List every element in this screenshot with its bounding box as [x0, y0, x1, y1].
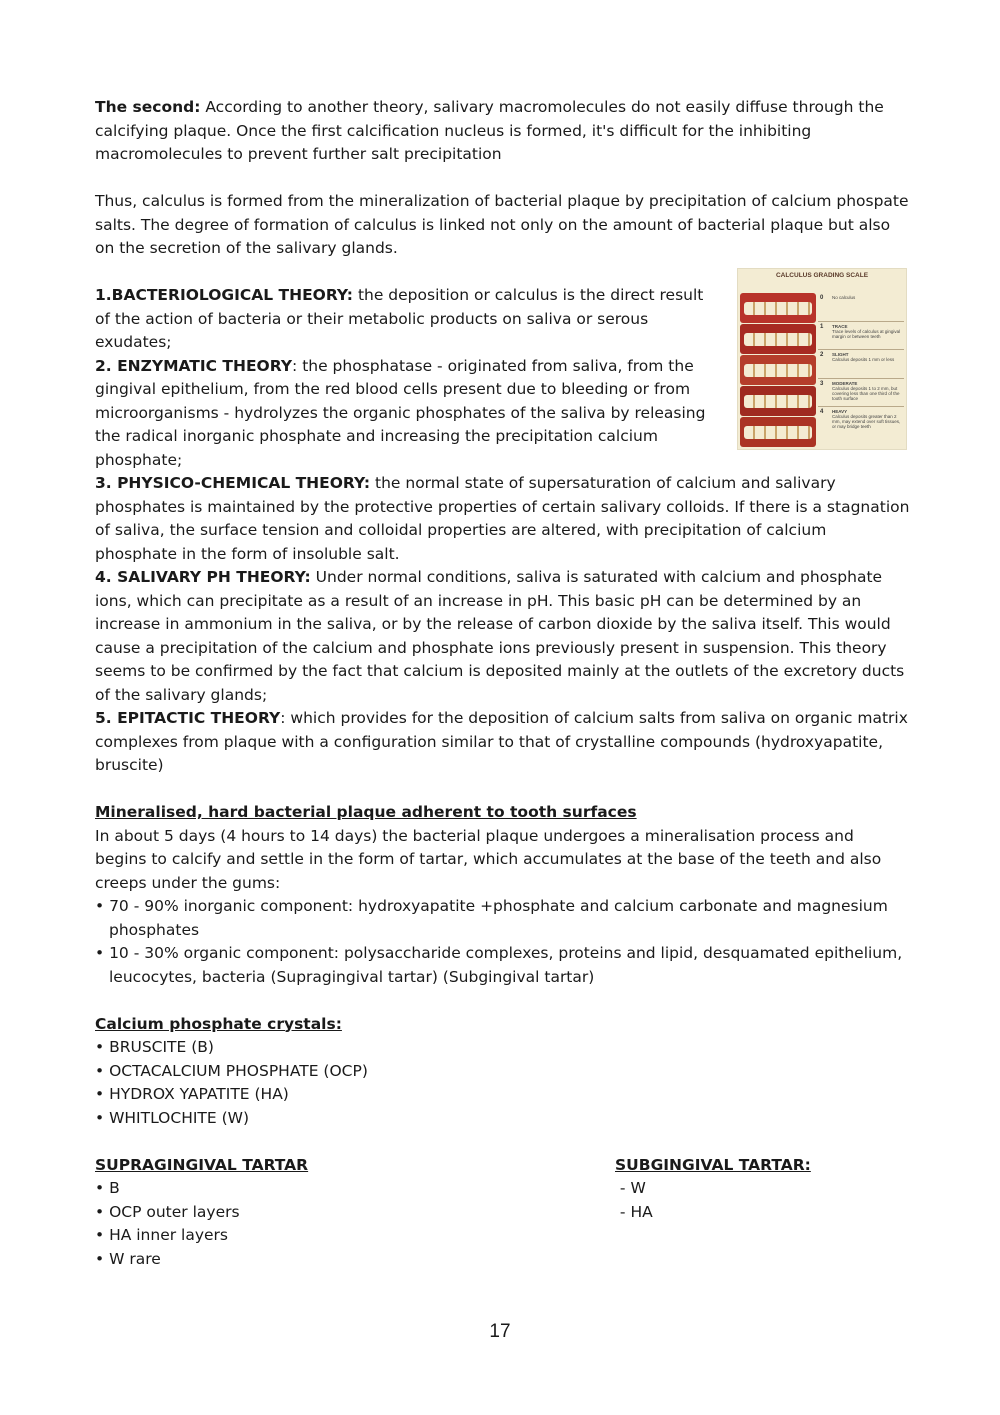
tartar-columns [95, 1154, 910, 1272]
grade-number: 0 [820, 295, 824, 301]
list-item: • BRUSCITE (B) [95, 1038, 214, 1056]
theory-label: 3. PHYSICO-CHEMICAL THEORY: [95, 474, 371, 492]
grade-number: 1 [820, 323, 824, 330]
theory-text: Under normal conditions, saliva is saturated with calcium and phosphate ions, which can precipitate as a result of an increase in pH. This basic pH can be determined by an increase in ammonium in the saliva, or by the release of carbon dioxide by the saliva itself. This would cause a precipitation of the calcium and phosphate ions previously present in suspension. This theory seems to be confirmed by the fact that calcium is deposited mainly at the outlets of the excretory ducts of the salivary glands; [95, 568, 905, 704]
grade-desc: No calculus [832, 295, 856, 300]
theory-label: 4. SALIVARY PH THEORY: [95, 568, 311, 586]
theory-label: 1.BACTERIOLOGICAL THEORY: [95, 286, 354, 304]
mineralised-heading: Mineralised, hard bacterial plaque adherent to tooth surfaces [95, 803, 637, 821]
grade-number: 2 [820, 352, 824, 358]
grade-name: SLIGHT [832, 352, 849, 357]
page-body [95, 96, 910, 1272]
theory-5 [95, 707, 910, 778]
theory-label: 2. ENZYMATIC THEORY [95, 356, 293, 375]
grade-number: 3 [820, 380, 824, 387]
mineralised-text: In about 5 days (4 hours to 14 days) the bacterial plaque undergoes a mineralisation process and begins to calcify and settle in the form of tartar, which accumulates at the base of the teeth and also creeps under the gums: [95, 826, 882, 892]
theory-text: : which provides for the deposition of calcium salts from saliva on organic matrix complexes from plaque with a configuration similar to that of crystalline compounds (hydroxyapatite, bruscite) [95, 709, 908, 774]
intro-paragraph-2: Thus, calculus is formed from the mineralization of bacterial plaque by precipitation of calcium phospate salts. The degree of formation of calculus is linked not only on the amount of bacterial plaque but also on the secretion of the salivary glands. [95, 192, 909, 257]
theory-label: 5. EPITACTIC THEORY [95, 709, 281, 727]
crystals-heading: Calcium phosphate crystals: [95, 1014, 342, 1033]
list-item: • W rare [95, 1249, 161, 1268]
theory-3 [95, 472, 910, 566]
list-item: • OCP outer layers [95, 1202, 240, 1221]
list-item: • HYDROX YAPATITE (HA) [95, 1085, 289, 1103]
page-number: 17 [489, 1321, 511, 1342]
intro-text: According to another theory, salivary macromolecules do not easily diffuse through the calcifying plaque. Once the first calcification nucleus is formed, it's difficult for the inhibiting macromolecules to prevent further salt precipitation [95, 98, 884, 163]
grade-desc: Calculus deposits greater than 2 mm, may extend over soft tissues, or may bridge teeth [832, 414, 901, 429]
theory-text: : the phosphatase - originated from saliva, from the gingival epithelium, from the red blood cells present due to bleeding or from microorganisms - hydrolyzes the organic phosphates of the saliva by releasing the radical inorganic phosphate and increasing the precipitation calcium phosphate; [95, 356, 706, 469]
grade-name: MODERATE [832, 380, 858, 386]
theory-4 [95, 566, 910, 707]
grade-desc: Calculus deposits 1 to 2 mm, but covering less than one third of the tooth surface [832, 385, 900, 401]
theory-1 [95, 284, 715, 355]
grade-number: 4 [820, 409, 824, 415]
list-item: • HA inner layers [95, 1226, 229, 1244]
list-item: • 70 - 90% inorganic component: hydroxyapatite +phosphate and calcium carbonate and magnesium phosphates [95, 897, 888, 939]
list-item: • B [95, 1179, 120, 1197]
grade-name: TRACE [832, 323, 848, 329]
subgingival-column [615, 1154, 811, 1225]
list-item: • WHITLOCHITE (W) [95, 1108, 250, 1127]
theory-text: the deposition or calculus is the direct result of the action of bacteria or their metabolic products on saliva or serous exudates; [95, 286, 704, 351]
supragingival-heading: SUPRAGINGIVAL TARTAR [95, 1155, 309, 1174]
intro-label: The second: [95, 98, 201, 116]
figure-title: CALCULUS GRADING SCALE [775, 272, 869, 279]
grade-name: HEAVY [832, 409, 848, 414]
theory-2 [95, 355, 715, 473]
supragingival-column [95, 1154, 308, 1272]
list-item: • OCTACALCIUM PHOSPHATE (OCP) [95, 1061, 368, 1080]
grade-desc: Trace levels of calculus at gingival margin or between teeth [832, 328, 901, 339]
grade-desc: Calculus deposits 1 mm or less [832, 357, 895, 362]
list-item: - HA [615, 1202, 653, 1221]
list-item: - W [615, 1179, 646, 1197]
theory-text: the normal state of supersaturation of calcium and salivary phosphates is maintained by the protective properties of certain salivary colloids. If there is a stagnation of saliva, the surface tension and colloidal properties are altered, with precipitation of calcium phosphate in the form of insoluble salt. [95, 474, 910, 563]
subgingival-heading: SUBGINGIVAL TARTAR: [615, 1155, 811, 1174]
intro-paragraph-1 [95, 96, 910, 167]
list-item: • 10 - 30% organic component: polysaccharide complexes, proteins and lipid, desquamated epithelium, leucocytes, bacteria (Supragingival tartar) (Subgingival tartar) [95, 944, 903, 986]
